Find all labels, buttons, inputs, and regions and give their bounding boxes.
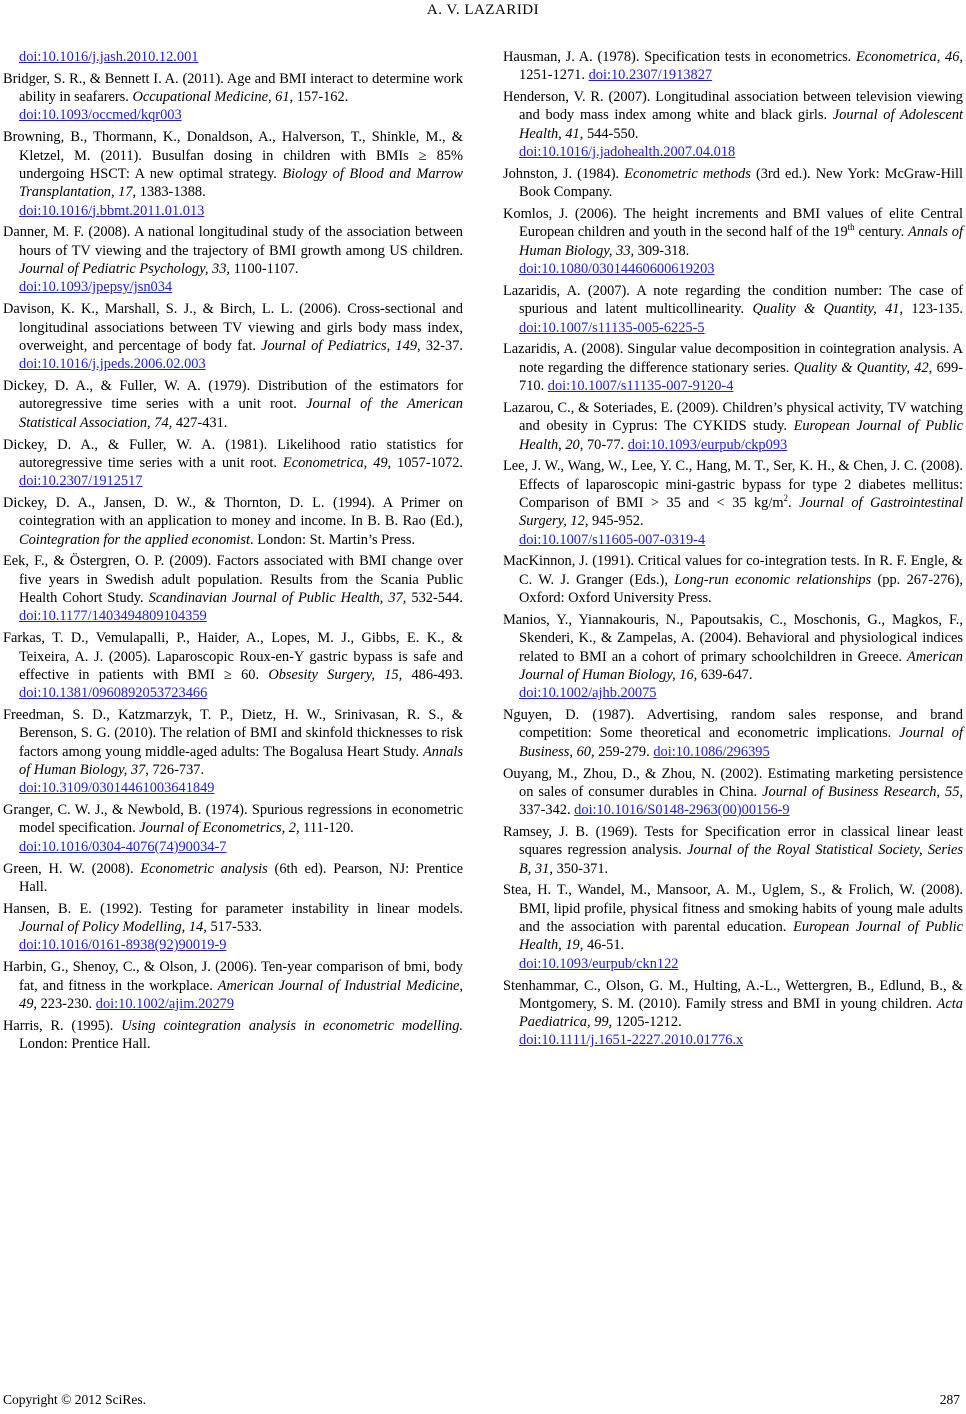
journal-title: European Journal of Public Health, 20,	[519, 418, 963, 453]
reference-text: Harbin, G., Shenoy, C., & Olson, J. (2006). Ten-year comparison of bmi, body fat, and fitness in the workplace.	[3, 959, 463, 994]
reference-entry	[3, 436, 463, 491]
reference-text: Dickey, D. A., & Fuller, W. A. (1979). Distribution of the estimators for autoregressive time series with a unit root.	[3, 378, 463, 413]
journal-title: Quality & Quantity, 42,	[793, 359, 933, 376]
reference-entry	[3, 377, 463, 432]
reference-pages: 70-77.	[583, 436, 628, 453]
reference-text: Stenhammar, C., Olson, G. M., Hulting, A.-L., Wettergren, B., Edlund, B., & Montgomery, S. M. (2010). Family stress and BMI in young children.	[503, 977, 963, 1012]
reference-text: Ramsey, J. B. (1969). Tests for Specification error in classical linear least squares regression analysis.	[503, 824, 963, 859]
reference-pages: 726-737.	[148, 761, 205, 778]
reference-entry	[3, 958, 463, 1013]
references-left-column	[3, 48, 463, 1057]
reference-entry	[3, 300, 463, 373]
reference-pages: 486-493.	[402, 666, 464, 683]
reference-pages: 517-533.	[206, 919, 263, 936]
doi-link[interactable]: doi:10.1177/1403494809104359	[19, 608, 207, 625]
doi-link[interactable]: doi:10.3109/03014461003641849	[19, 780, 215, 797]
reference-pages: 1251-1271.	[519, 67, 589, 84]
reference-text: Green, H. W. (2008).	[3, 860, 141, 877]
reference-pages: 1383-1388.	[136, 184, 206, 201]
journal-title: Journal of Business Research, 55,	[762, 783, 963, 800]
journal-title: Cointegration for the applied economist	[19, 531, 251, 548]
reference-text: Dickey, D. A., & Fuller, W. A. (1981). Likelihood ratio statistics for autoregressive time series with a unit root.	[3, 436, 463, 471]
doi-link[interactable]: doi:10.1111/j.1651-2227.2010.01776.x	[519, 1032, 744, 1049]
reference-pages: 46-51.	[583, 937, 625, 954]
doi-link[interactable]: doi:10.1016/0161-8938(92)90019-9	[19, 937, 227, 954]
journal-title: Biology of Blood and Marrow Transplantation, 17,	[19, 165, 463, 201]
reference-pages: (pp. 267-276), Oxford: Oxford University Press.	[519, 571, 963, 607]
journal-title: Annals of Human Biology, 37,	[19, 743, 463, 778]
journal-title: Journal of Business, 60,	[519, 725, 963, 760]
reference-pages: 1057-1072.	[391, 454, 463, 471]
doi-link[interactable]: doi:10.1016/j.jpeds.2006.02.003	[19, 356, 206, 373]
journal-title: Journal of Policy Modelling, 14,	[19, 919, 207, 936]
reference-pages: 259-279.	[594, 743, 654, 760]
reference-entry	[3, 223, 463, 296]
reference-text: Ouyang, M., Zhou, D., & Zhou, N. (2002). Estimating marketing persistence on sales of consumer durables in China.	[503, 765, 963, 800]
journal-title: Occupational Medicine, 61,	[132, 89, 294, 106]
reference-text: Stea, H. T., Wandel, M., Mansoor, A. M., Uglem, S., & Frolich, W. (2008). BMI, lipid profile, physical fitness and smoking habits of young male adults and the association with parental education.	[503, 882, 963, 936]
journal-title: Quality & Quantity, 41,	[752, 301, 904, 318]
reference-text: Bridger, S. R., & Bennett I. A. (2011). Age and BMI interact to determine work ability in seafarers.	[3, 70, 463, 106]
doi-link[interactable]: doi:10.1093/jpepsy/jsn034	[19, 279, 173, 296]
reference-text: .	[788, 494, 800, 511]
doi-link[interactable]: doi:10.1007/s11135-005-6225-5	[519, 319, 705, 336]
reference-pages: 157-162.	[293, 89, 349, 106]
doi-link[interactable]: doi:10.1016/S0148-2963(00)00156-9	[574, 802, 790, 819]
reference-text: Hansen, B. E. (1992). Testing for parameter instability in linear models.	[3, 900, 463, 917]
reference-pages: 309-318.	[634, 242, 690, 259]
reference-entry	[503, 457, 963, 548]
reference-entry	[3, 706, 463, 797]
reference-entry	[503, 48, 963, 85]
reference-text: Lazaridis, A. (2007). A note regarding the condition number: The case of spurious and latent multicollinearity.	[503, 282, 963, 318]
reference-text: Farkas, T. D., Vemulapalli, P., Haider, A., Lopes, M. J., Gibbs, E. K., & Teixeira, A. J. (2005). Laparoscopic Roux-en-Y gastric bypass is safe and effective in patients with BMI ≥ 60.	[3, 630, 463, 683]
reference-pages: 123-135.	[903, 301, 963, 318]
reference-entry	[503, 823, 963, 878]
journal-title: American Journal of Industrial Medicine, 49,	[19, 977, 463, 1012]
reference-entry	[3, 70, 463, 125]
page-number: 287	[939, 1392, 960, 1407]
reference-entry	[503, 282, 963, 337]
journal-title: Journal of the American Statistical Association, 74,	[19, 396, 463, 431]
reference-entry	[3, 629, 463, 702]
reference-text: Hausman, J. A. (1978). Specification tests in econometrics.	[503, 49, 856, 65]
reference-text: Dickey, D. A., Jansen, D. W., & Thornton, D. L. (1994). A Primer on cointegration with an application to money and income. In B. B. Rao (Ed.),	[3, 494, 463, 530]
reference-text: Manios, Y., Yiannakouris, N., Papoutsakis, C., Moschonis, G., Magkos, F., Skenderi, K., & Zampelas, A. (2004). Behavioral and physiological indices related to BMI an a cohort of primary schoolchildren in Greece.	[503, 611, 963, 665]
journal-title: Journal of Gastrointestinal Surgery, 12,	[519, 494, 963, 530]
reference-text: Henderson, V. R. (2007). Longitudinal association between television viewing and body mass index among white and black girls.	[503, 89, 963, 124]
copyright-notice: Copyright © 2012 SciRes.	[3, 1392, 147, 1407]
doi-link[interactable]: doi:10.1381/0960892053723466	[19, 685, 208, 702]
journal-title: Econometric analysis	[140, 860, 268, 877]
references-right-column	[503, 48, 963, 1053]
doi-link[interactable]: doi:10.1002/ajim.20279	[95, 995, 235, 1012]
doi-link[interactable]: doi:10.1016/j.jash.2010.12.001	[19, 49, 199, 65]
reference-text: Browning, B., Thormann, K., Donaldson, A., Halverson, T., Shinkle, M., & Kletzel, M. (2011). Busulfan dosing in children with BMIs ≥ 85% undergoing HSCT: A new optimal strategy.	[3, 129, 463, 182]
reference-entry	[503, 165, 963, 202]
reference-pages: 544-550.	[583, 125, 639, 142]
journal-title: Long-run economic relationships	[674, 571, 872, 588]
doi-link[interactable]: doi:10.1007/s11605-007-0319-4	[519, 531, 706, 548]
reference-pages: 945-952.	[588, 513, 644, 530]
doi-link[interactable]: doi:10.1093/eurpub/ckp093	[627, 436, 788, 453]
reference-pages: 639-647.	[697, 666, 753, 683]
doi-link[interactable]: doi:10.1016/j.bbmt.2011.01.013	[19, 202, 205, 219]
reference-entry	[503, 88, 963, 161]
reference-text: Granger, C. W. J., & Newbold, B. (1974). Spurious regressions in econometric model specification.	[3, 802, 463, 837]
journal-title: Using cointegration analysis in econometric modelling.	[121, 1017, 463, 1034]
reference-entry	[3, 1017, 463, 1054]
reference-pages: (6th ed). Pearson, NJ: Prentice Hall.	[19, 860, 463, 895]
journal-title: American Journal of Human Biology, 16,	[519, 648, 963, 683]
reference-text: Danner, M. F. (2008). A national longitudinal study of the association between hours of TV viewing and the trajectory of BMI growth among US children.	[3, 224, 463, 259]
reference-entry	[503, 611, 963, 702]
reference-pages: 1205-1212.	[612, 1014, 682, 1031]
reference-entry	[3, 128, 463, 219]
reference-entry	[3, 552, 463, 625]
reference-pages: 223-230.	[37, 995, 96, 1012]
reference-text: century.	[854, 224, 909, 241]
reference-pages: 427-431.	[172, 414, 228, 431]
journal-title: Journal of Pediatrics, 149,	[261, 337, 421, 354]
superscript: th	[847, 222, 855, 233]
superscript: 2	[783, 493, 789, 504]
reference-text: Freedman, S. D., Katzmarzyk, T. P., Dietz, H. W., Srinivasan, R. S., & Berenson, S. G. (2010). The relation of BMI and skinfold thicknesses to risk factors among young middle-aged adults: The Bogalusa Heart Study.	[3, 707, 463, 760]
reference-pages: 337-342.	[519, 802, 575, 819]
reference-pages: 111-120.	[299, 820, 354, 837]
reference-pages: 32-37.	[420, 337, 463, 354]
journal-title: Acta Paediatrica, 99,	[519, 995, 963, 1031]
reference-text: Komlos, J. (2006). The height increments and BMI values of elite Central European children and youth in the second half of the 19	[503, 206, 963, 241]
reference-entry	[3, 900, 463, 955]
reference-entry	[503, 881, 963, 972]
reference-text: Lee, J. W., Wang, W., Lee, Y. C., Hang, M. T., Ser, K. H., & Chen, J. C. (2008). Effects of laparoscopic mini-gastric bypass for type 2 diabetes mellitus: Comparison of BMI > 35 and < 35 kg/m	[503, 458, 963, 511]
journal-title: Obsesity Surgery, 15,	[268, 666, 403, 683]
reference-pages: 350-371.	[552, 860, 609, 877]
reference-entry	[503, 706, 963, 761]
reference-pages: London: Prentice Hall.	[19, 1036, 151, 1053]
reference-entry	[3, 494, 463, 549]
journal-title: Econometrica, 49,	[282, 454, 392, 471]
reference-entry	[3, 860, 463, 897]
reference-entry	[503, 977, 963, 1050]
reference-entry	[503, 399, 963, 454]
journal-title: Journal of Adolescent Health, 41,	[519, 107, 964, 142]
journal-title: European Journal of Public Health, 19,	[519, 919, 963, 954]
reference-pages: 1100-1107.	[230, 261, 299, 278]
doi-link[interactable]: doi:10.2307/1913827	[588, 67, 713, 84]
reference-text: Johnston, J. (1984).	[503, 165, 625, 182]
journal-title: Annals of Human Biology, 33,	[519, 224, 963, 259]
reference-entry	[3, 801, 463, 856]
reference-entry	[503, 340, 963, 395]
reference-pages: (3rd ed.). New York: McGraw-Hill Book Company.	[519, 165, 963, 201]
reference-text: Nguyen, D. (1987). Advertising, random sales response, and brand competition: Some theoretical and econometric implications.	[503, 707, 963, 742]
doi-link[interactable]: doi:10.1007/s11135-007-9120-4	[547, 378, 734, 395]
reference-text: Lazarou, C., & Soteriades, E. (2009). Children’s physical activity, TV watching and obesity in Cyprus: The CYKIDS study.	[503, 399, 963, 435]
reference-text: MacKinnon, J. (1991). Critical values for co-integration tests. In R. F. Engle, & C. W. J. Granger (Eds.),	[503, 553, 963, 588]
doi-link[interactable]: doi:10.2307/1912517	[19, 473, 143, 490]
doi-link[interactable]: doi:10.1086/296395	[653, 743, 770, 760]
reference-entry	[503, 552, 963, 607]
running-header: A. V. LAZARIDI	[426, 2, 540, 18]
reference-text: Davison, K. K., Marshall, S. J., & Birch, L. L. (2006). Cross-sectional and longitudinal associations between TV viewing and girls body mass index, overweight, and percentage of body fat.	[3, 301, 463, 354]
journal-title: Journal of the Royal Statistical Society, Series B, 31,	[519, 842, 963, 877]
journal-title: Journal of Econometrics, 2,	[139, 820, 300, 837]
doi-link[interactable]: doi:10.1016/0304-4076(74)90034-7	[19, 838, 227, 855]
journal-title: Journal of Pediatric Psychology, 33,	[19, 261, 231, 278]
reference-entry	[503, 765, 963, 820]
reference-pages: 699-710.	[519, 359, 963, 395]
doi-link[interactable]: doi:10.1080/03014460600619203	[519, 261, 715, 278]
reference-text: Eek, F., & Östergren, O. P. (2009). Factors associated with BMI change over five years in Swedish adult population. Results from the Scania Public Health Cohort Study.	[3, 553, 463, 607]
reference-pages: 532-544.	[406, 590, 463, 607]
reference-text: Lazaridis, A. (2008). Singular value decomposition in cointegration analysis. A note regarding the difference stationary series.	[503, 341, 963, 376]
reference-text: Harris, R. (1995).	[3, 1017, 122, 1034]
journal-title: Econometric methods	[624, 165, 751, 182]
doi-link[interactable]: doi:10.1093/occmed/kqr003	[19, 107, 182, 124]
reference-pages: . London: St. Martin’s Press.	[250, 531, 416, 548]
doi-link[interactable]: doi:10.1016/j.jadohealth.2007.04.018	[519, 144, 736, 161]
doi-link[interactable]: doi:10.1093/eurpub/ckn122	[519, 955, 679, 972]
reference-entry	[503, 205, 963, 278]
journal-title: Econometrica, 46,	[855, 49, 963, 65]
journal-title: Scandinavian Journal of Public Health, 37,	[148, 590, 407, 607]
doi-link[interactable]: doi:10.1002/ajhb.20075	[519, 685, 657, 702]
